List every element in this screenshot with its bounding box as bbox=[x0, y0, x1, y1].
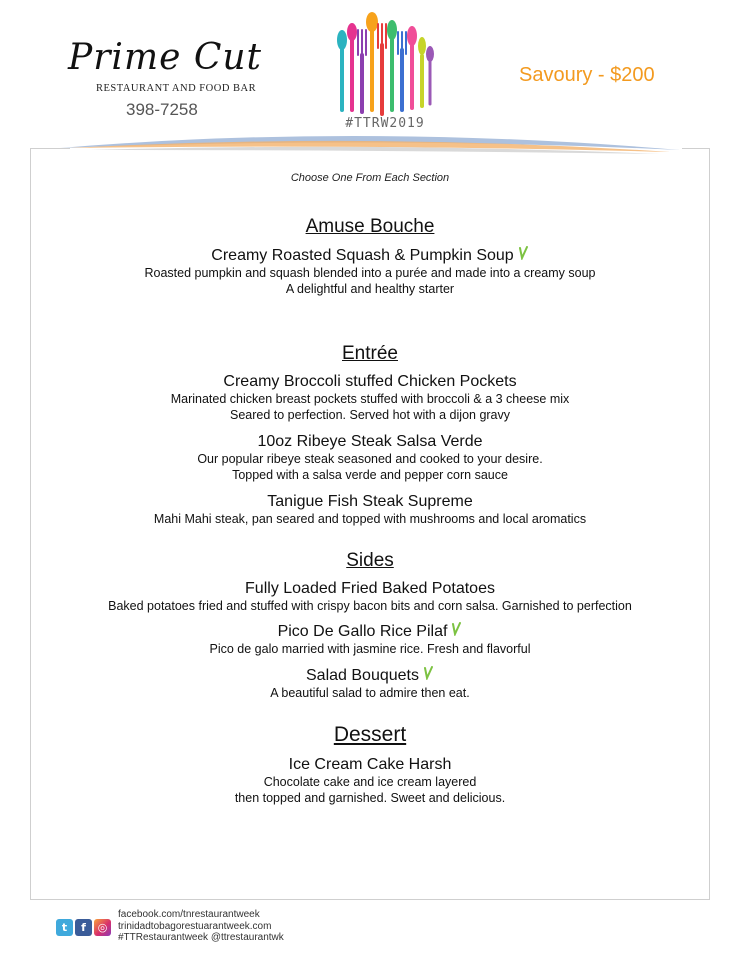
restaurant-phone: 398-7258 bbox=[126, 100, 198, 119]
dish-description: Mahi Mahi steak, pan seared and topped with mushrooms and local aromatics bbox=[153, 512, 587, 526]
footer-links bbox=[118, 909, 284, 944]
dish-name: Ice Cream Cake Harsh bbox=[288, 756, 452, 773]
dish-description: Baked potatoes fried and stuffed with crispy bacon bits and corn salsa. Garnished to perfection bbox=[108, 598, 632, 613]
section-title-dessert: Dessert bbox=[333, 723, 407, 746]
vegetarian-leaf-icon bbox=[422, 666, 434, 680]
section-title-amuse-bouche: Amuse Bouche bbox=[305, 216, 435, 237]
dish-name-text: Salad Bouquets bbox=[306, 666, 419, 684]
website-link[interactable]: trinidadtobagorestuarantweek.com bbox=[118, 920, 272, 932]
twitter-icon[interactable]: t bbox=[56, 919, 73, 936]
menu-price: Savoury - $200 bbox=[519, 64, 655, 86]
vegetarian-leaf-icon bbox=[517, 246, 529, 260]
dish-description: A beautiful salad to admire then eat. bbox=[270, 685, 470, 700]
hashtag-handle: #TTRestaurantweek @ttrestaurantwk bbox=[118, 932, 284, 943]
dish-name bbox=[30, 622, 710, 642]
dish-name: 10oz Ribeye Steak Salsa Verde bbox=[257, 433, 483, 450]
dish-description: Topped with a salsa verde and pepper corn sauce bbox=[232, 467, 508, 482]
frame-top-right-edge bbox=[682, 148, 710, 149]
menu-content bbox=[30, 170, 710, 806]
dish-description: Seared to perfection. Served hot with a dijon gravy bbox=[229, 407, 511, 422]
restaurant-logo-name: Prime Cut bbox=[68, 37, 263, 78]
dish-name: Fully Loaded Fried Baked Potatoes bbox=[245, 579, 495, 597]
event-hashtag: #TTRW2019 bbox=[345, 116, 425, 131]
dish-description: A delightful and healthy starter bbox=[285, 281, 455, 296]
facebook-link[interactable]: facebook.com/tnrestaurantweek bbox=[118, 909, 260, 920]
dish-name: Tanigue Fish Steak Supreme bbox=[267, 493, 473, 510]
dish-description: Our popular ribeye steak seasoned and cooked to your desire. bbox=[197, 452, 543, 466]
dish-description: Marinated chicken breast pockets stuffed with broccoli & a 3 cheese mix bbox=[170, 392, 570, 406]
dish-name-text: Pico De Gallo Rice Pilaf bbox=[277, 623, 448, 640]
menu-footer bbox=[56, 909, 456, 954]
section-title-sides: Sides bbox=[346, 549, 394, 571]
social-icons bbox=[56, 919, 111, 937]
dish-description: then topped and garnished. Sweet and delicious. bbox=[234, 790, 506, 805]
vegetarian-leaf-icon bbox=[450, 622, 462, 636]
facebook-icon[interactable]: f bbox=[75, 919, 92, 936]
dish-name-text: Creamy Roasted Squash & Pumpkin Soup bbox=[211, 247, 514, 264]
dish-description: Roasted pumpkin and squash blended into a purée and made into a creamy soup bbox=[144, 266, 596, 280]
instagram-icon[interactable]: ◎ bbox=[94, 919, 111, 936]
frame-top-left-edge bbox=[30, 148, 70, 149]
dish-name: Creamy Broccoli stuffed Chicken Pockets bbox=[223, 373, 517, 390]
dish-description: Pico de galo married with jasmine rice. Fresh and flavorful bbox=[209, 642, 531, 656]
cutlery-logo-icon bbox=[330, 10, 440, 130]
section-title-entree: Entrée bbox=[342, 343, 398, 364]
dish-name bbox=[30, 246, 710, 266]
dish-name bbox=[30, 666, 710, 686]
menu-instructions: Choose One From Each Section bbox=[290, 172, 450, 184]
restaurant-logo-subtitle: RESTAURANT AND FOOD BAR bbox=[96, 83, 257, 94]
dish-description: Chocolate cake and ice cream layered bbox=[263, 775, 477, 789]
